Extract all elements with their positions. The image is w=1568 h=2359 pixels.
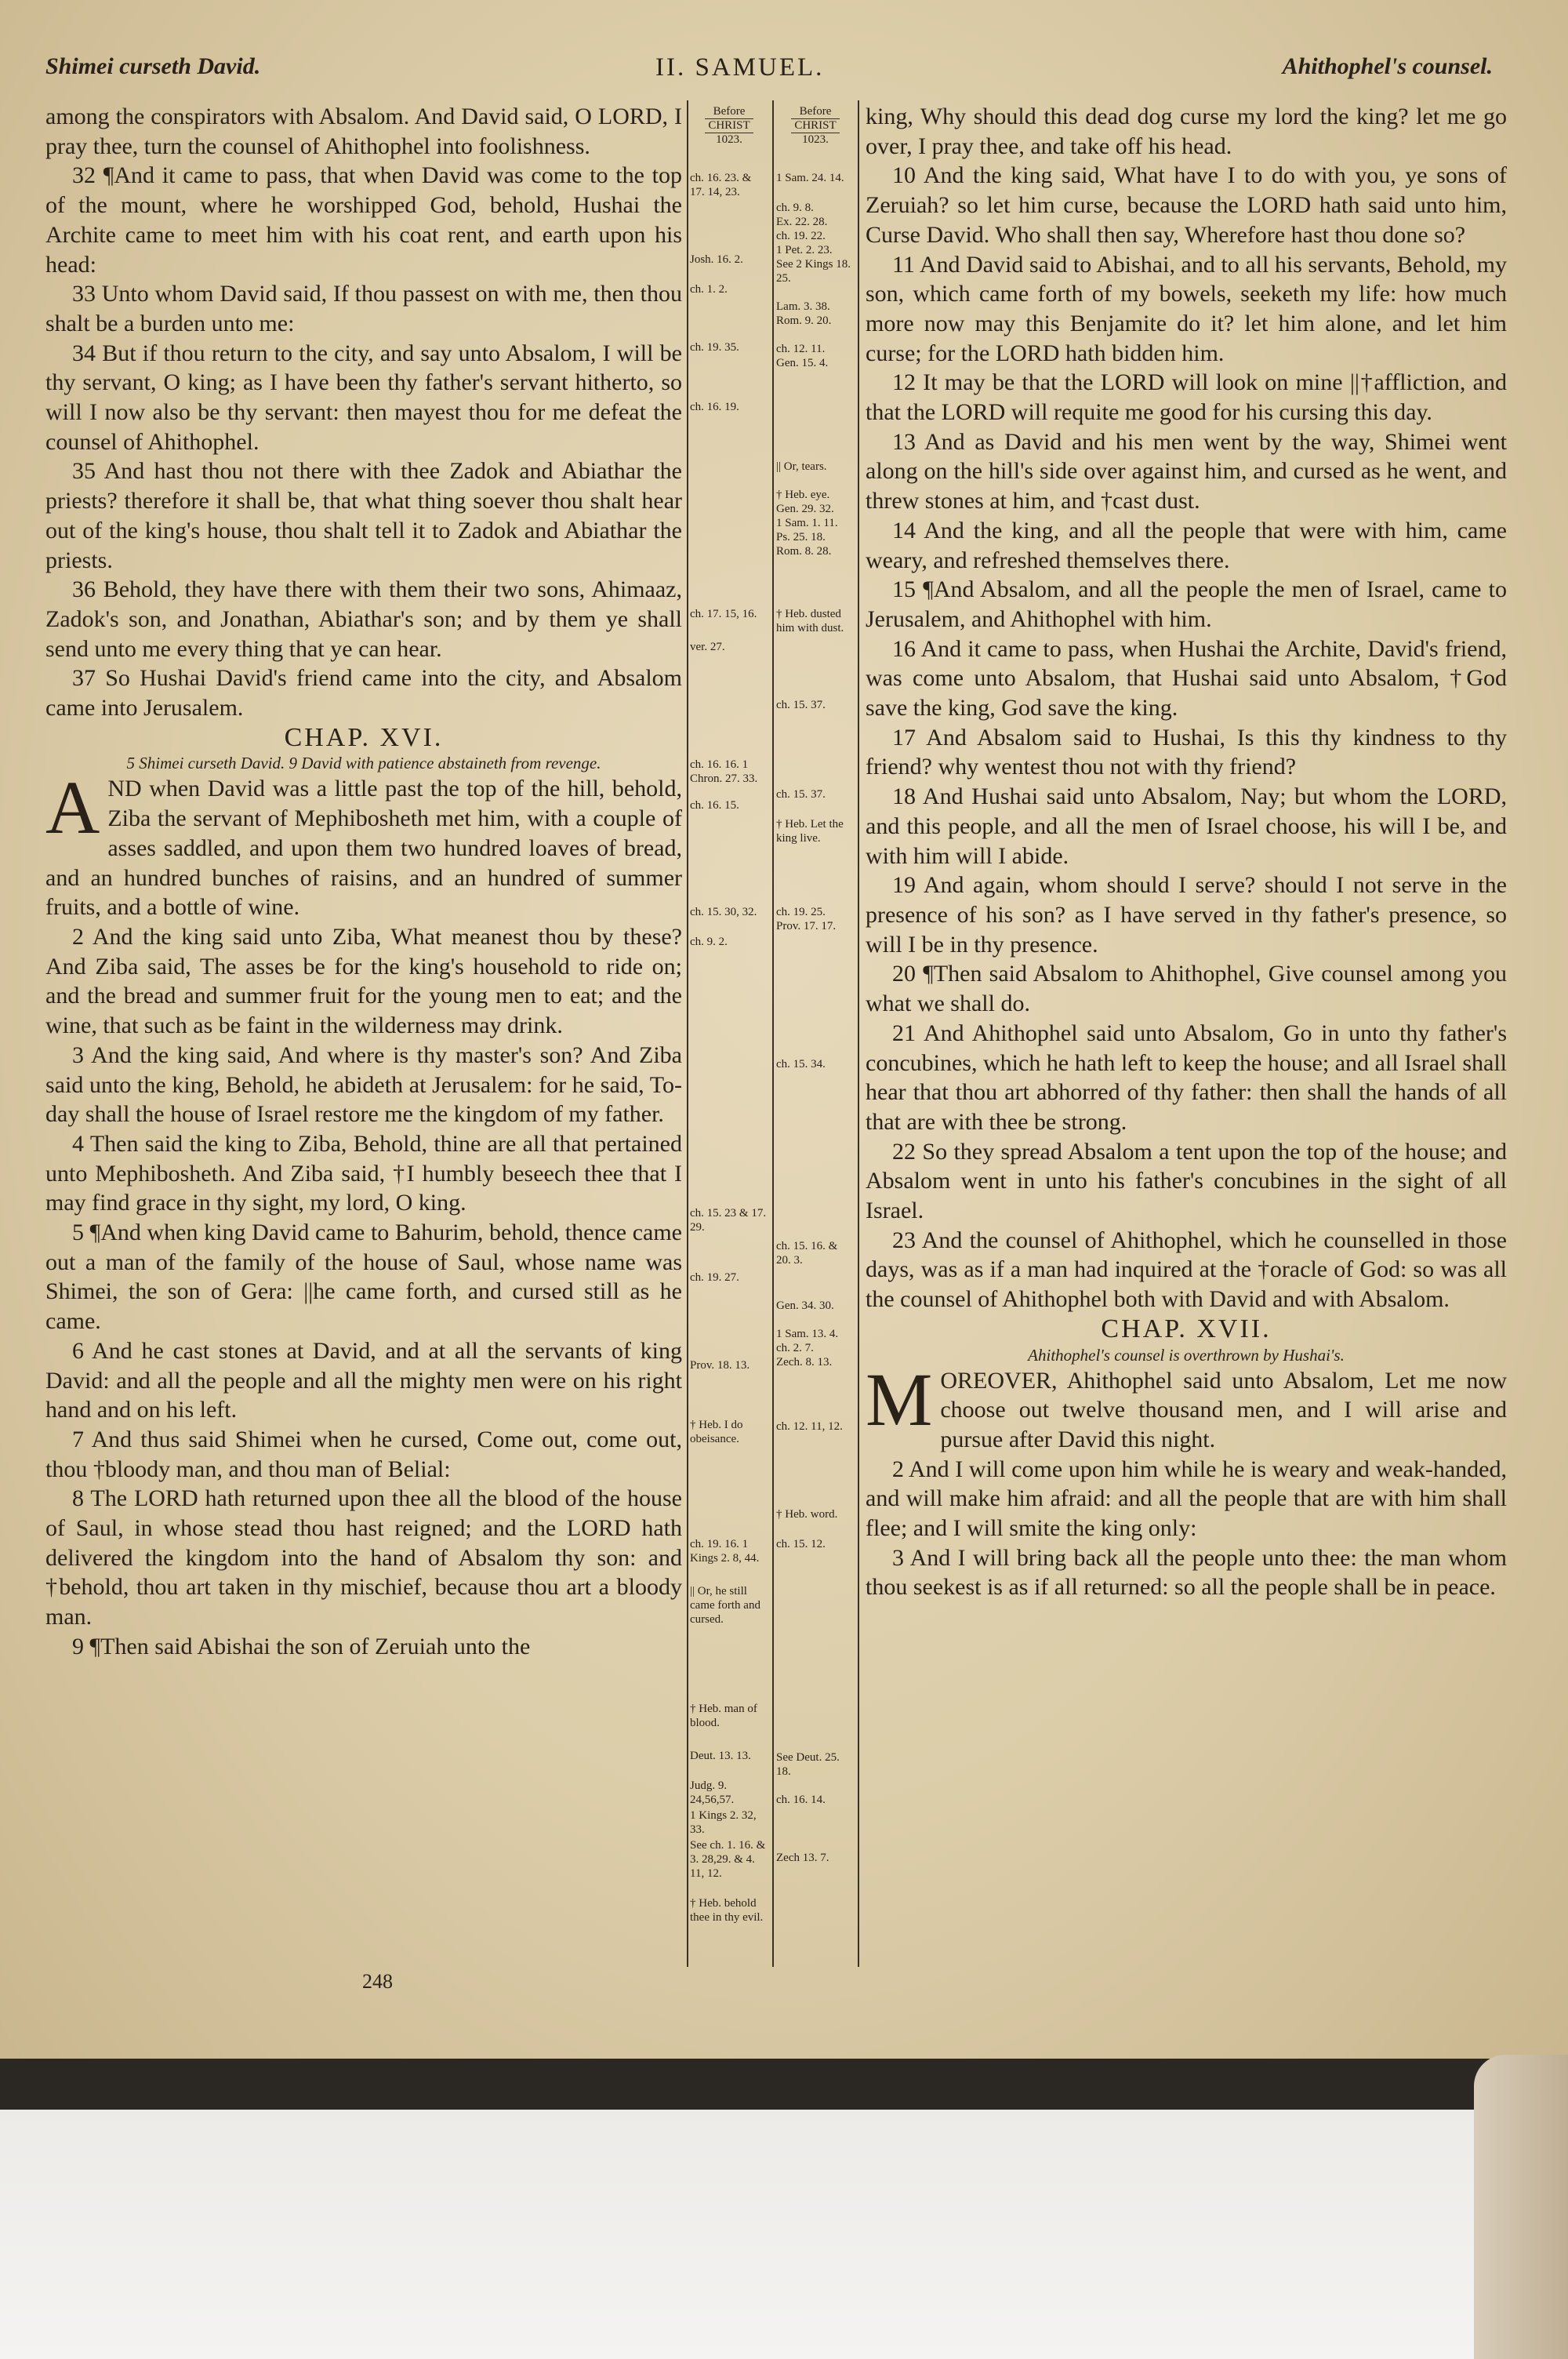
margin-references-left <box>690 105 768 1924</box>
margin-note: 1 Sam. 24. 14. <box>776 172 844 184</box>
verse-paragraph: 23 And the counsel of Ahithophel, which he counselled in those days, was as if a man had inquired at the †oracle of God: so was all the counsel of Ahithophel both with David and with Absalom. <box>866 1227 1507 1313</box>
margin-note: Gen. 15. 4. <box>776 357 829 369</box>
margin-note: || Or, tears. <box>776 460 827 473</box>
verse-paragraph: 8 The LORD hath returned upon thee all the blood of the house of Saul, in whose stead thou hast reigned; and the LORD hath delivered the kingdom into the hand of Absalom thy son: and †behold, thou art taken in thy mischief, because thou art a bloody man. <box>45 1485 682 1630</box>
margin-note: ch. 19. 25. <box>776 906 826 918</box>
verse-paragraph: 18 And Hushai said unto Absalom, Nay; but whom the LORD, and this people, and all the men of Israel choose, his will I be, and with him will I abide. <box>866 783 1507 869</box>
page-number: 248 <box>362 1970 393 1993</box>
margin-note: ch. 19. 35. <box>690 341 739 354</box>
verse-paragraph: 19 And again, whom should I serve? should I not serve in the presence of his son? as I have served in thy father's presence, so will I be in thy presence. <box>866 872 1507 958</box>
verse-paragraph: 36 Behold, they have there with them their two sons, Ahimaaz, Zadok's son, and Jonathan, Abiathar's son; and by them ye shall send unto me every thing that ye can hear. <box>45 576 682 662</box>
margin-before: Before <box>713 105 746 118</box>
margin-note: ch. 12. 11. <box>776 343 826 355</box>
margin-note: Gen. 29. 32. <box>776 503 834 515</box>
verse-paragraph: 35 And hast thou not there with thee Zadok and Abiathar the priests? therefore it shall be, that what thing soever thou shalt hear out of the king's house, thou shalt tell it to Zadok and Abiathar the priests. <box>45 458 682 573</box>
margin-note: Ex. 22. 28. <box>776 216 828 228</box>
cloth-fold <box>1474 2055 1568 2359</box>
margin-note: 1 Kings 2. 32, 33. <box>690 1809 757 1836</box>
margin-note: Lam. 3. 38. <box>776 300 830 313</box>
verse-paragraph: 11 And David said to Abishai, and to all his servants, Behold, my son, which came forth of my bowels, seeketh my life: how much more now may this Benjamite do it? let him alone, and let him curse; for the LORD hath bidden him. <box>866 251 1507 366</box>
margin-note: † Heb. dusted him with dust. <box>776 608 844 634</box>
margin-note: ch. 15. 34. <box>776 1058 826 1070</box>
chapter-title: CHAP. XVII. <box>1101 1314 1272 1343</box>
verse-paragraph: 4 Then said the king to Ziba, Behold, thine are all that pertained unto Mephibosheth. And Ziba said, †I humbly beseech thee that I may find grace in thy sight, my lord, O king. <box>45 1130 682 1216</box>
verse-paragraph: 12 It may be that the LORD will look on mine ||†affliction, and that the LORD will requite me good for his cursing this day. <box>866 369 1507 426</box>
margin-note: Ps. 25. 18. <box>776 531 826 543</box>
verse-paragraph: 17 And Absalom said to Hushai, Is this thy kindness to thy friend? why wentest thou not with thy friend? <box>866 724 1507 780</box>
margin-note: Deut. 13. 13. <box>690 1750 751 1762</box>
running-head-left: Shimei curseth David. <box>45 53 261 79</box>
verse-paragraph: 13 And as David and his men went by the way, Shimei went along on the hill's side over against him, and cursed as he went, and threw stones at him, and †cast dust. <box>866 428 1507 514</box>
verse-paragraph: 7 And thus said Shimei when he cursed, Come out, come out, thou †bloody man, and thou man of Belial: <box>45 1426 682 1482</box>
margin-note: ch. 15. 23 & 17. 29. <box>690 1207 767 1234</box>
verse-paragraph: 9 ¶Then said Abishai the son of Zeruiah unto the <box>72 1633 531 1659</box>
verse-paragraph: 20 ¶Then said Absalom to Ahithophel, Give counsel among you what we shall do. <box>866 961 1507 1017</box>
running-head-right: Ahithophel's counsel. <box>1282 53 1493 79</box>
margin-note: Judg. 9. 24,56,57. <box>690 1779 735 1806</box>
margin-note: ch. 19. 27. <box>690 1271 739 1284</box>
verse-paragraph: 21 And Ahithophel said unto Absalom, Go in unto thy father's concubines, which he hath left to keep the house; and all Israel shall hear that thou art abhorred of thy father: then shall the hands of all that are with thee be strong. <box>866 1020 1507 1135</box>
verse-paragraph: 15 ¶And Absalom, and all the people the men of Israel, came to Jerusalem, and Ahithophel with him. <box>866 576 1507 632</box>
margin-note: 1 Sam. 13. 4. <box>776 1328 839 1340</box>
margin-year-header <box>690 105 768 147</box>
margin-note: † Heb. eye. <box>776 489 830 501</box>
margin-note: See ch. 1. 16. & 3. 28,29. & 4. 11, 12. <box>690 1839 766 1880</box>
margin-note: 1 Sam. 1. 11. <box>776 517 838 529</box>
column-rule-right <box>858 100 859 1967</box>
margin-note: Rom. 9. 20. <box>776 314 832 327</box>
margin-note: ch. 16. 15. <box>690 799 739 812</box>
margin-year-header <box>776 105 855 147</box>
margin-note: 1 Pet. 2. 23. <box>776 244 833 256</box>
running-head-center: II. SAMUEL. <box>655 53 825 82</box>
margin-note: † Heb. I do obeisance. <box>690 1419 743 1445</box>
margin-note: Josh. 16. 2. <box>690 253 743 266</box>
verse-paragraph: 32 ¶And it came to pass, that when David was come to the top of the mount, where he worshipped God, behold, Hushai the Archite came to meet him with his coat rent, and earth upon his head: <box>45 162 682 278</box>
verse-paragraph: 16 And it came to pass, when Hushai the Archite, David's friend, was come unto Absalom, that Hushai said unto Absalom, †God save the king, God save the king. <box>866 635 1507 722</box>
margin-note: Rom. 8. 28. <box>776 545 832 558</box>
margin-note: † Heb. man of blood. <box>690 1703 757 1729</box>
chapter-summary: Ahithophel's counsel is overthrown by Hushai's. <box>1028 1345 1345 1365</box>
verse-paragraph: 3 And the king said, And where is thy master's son? And Ziba said unto the king, Behold, he abideth at Jerusalem: for he said, To-day shall the house of Israel restore me the kingdom of my father. <box>45 1041 682 1128</box>
margin-note: || Or, he still came forth and cursed. <box>690 1585 760 1626</box>
column-rule-left <box>687 100 688 1967</box>
verse-paragraph: among the conspirators with Absalom. And David said, O LORD, I pray thee, turn the counsel of Ahithophel into foolishness. <box>45 104 682 159</box>
chapter-opening <box>866 1357 1507 1455</box>
margin-note: † Heb. word. <box>776 1508 838 1521</box>
column-rule-middle <box>772 100 774 1967</box>
margin-note: † Heb. behold thee in thy evil. <box>690 1897 764 1924</box>
right-text-column <box>866 102 1507 1602</box>
verse-paragraph: 5 ¶And when king David came to Bahurim, behold, thence came out a man of the family of the house of Saul, whose name was Shimei, the son of Gera: ||he came forth, and cursed still as he came. <box>45 1219 682 1335</box>
drop-cap: A <box>45 765 100 850</box>
margin-note: Prov. 18. 13. <box>690 1359 750 1372</box>
margin-note: ch. 12. 11, 12. <box>776 1420 843 1433</box>
margin-note: ch. 19. 16. 1 Kings 2. 8, 44. <box>690 1538 760 1565</box>
margin-note: ch. 9. 2. <box>690 936 728 948</box>
margin-year: 1023. <box>716 133 742 146</box>
margin-note: ch. 15. 37. <box>776 699 826 711</box>
margin-note: Zech 13. 7. <box>776 1852 829 1864</box>
margin-note: ch. 16. 16. 1 Chron. 27. 33. <box>690 758 758 785</box>
margin-note: ch. 16. 23. & 17. 14, 23. <box>690 172 752 198</box>
verse-paragraph: 34 But if thou return to the city, and say unto Absalom, I will be thy servant, O king; as I have been thy father's servant hitherto, so will I now also be thy servant: then mayest thou for me defeat the counsel of Ahithophel. <box>45 340 682 455</box>
margin-note: ch. 15. 16. & 20. 3. <box>776 1240 838 1267</box>
tablecloth-background <box>0 2110 1568 2359</box>
margin-references-right <box>776 105 855 1864</box>
chapter-summary: 5 Shimei curseth David. 9 David with patience abstaineth from revenge. <box>126 754 601 773</box>
verse-paragraph: 14 And the king, and all the people that were with him, came weary, and refreshed themselves there. <box>866 517 1507 573</box>
verse-paragraph: king, Why should this dead dog curse my lord the king? let me go over, I pray thee, and take off his head. <box>866 104 1507 159</box>
left-text-column <box>45 102 682 1662</box>
margin-note: ch. 15. 37. <box>776 788 826 801</box>
margin-note: † Heb. Let the king live. <box>776 818 844 845</box>
verse-paragraph: 6 And he cast stones at David, and at all the servants of king David: and all the people and all the mighty men were on his right hand and on his left. <box>45 1337 682 1423</box>
verse-paragraph: 37 So Hushai David's friend came into the city, and Absalom came into Jerusalem. <box>45 665 682 722</box>
margin-note: ch. 17. 15, 16. <box>690 608 757 620</box>
margin-note: ch. 16. 19. <box>690 401 739 413</box>
verse-paragraph: 22 So they spread Absalom a tent upon the top of the house; and Absalom went in unto his father's concubines in the sight of all Israel. <box>866 1138 1507 1224</box>
book-binding-edge <box>0 2059 1568 2114</box>
margin-note: Zech. 8. 13. <box>776 1356 833 1369</box>
margin-note: ch. 9. 8. <box>776 202 814 214</box>
verse-paragraph: 33 Unto whom David said, If thou passest on with me, then thou shalt be a burden unto me: <box>45 281 682 336</box>
margin-note: ver. 27. <box>690 641 725 653</box>
verse-paragraph: 2 And the king said unto Ziba, What meanest thou by these? And Ziba said, The asses be for the king's household to ride on; and the bread and summer fruit for the young men to eat; and the wine, that such as be faint in the wilderness may drink. <box>45 923 682 1039</box>
margin-note: Gen. 34. 30. <box>776 1299 834 1312</box>
margin-note: ch. 19. 22. <box>776 230 826 242</box>
margin-note: ch. 2. 7. <box>776 1342 814 1354</box>
drop-cap: M <box>866 1357 933 1441</box>
verse-paragraph: 3 And I will bring back all the people unto thee: the man whom thou seekest is as if all returned: so all the people shall be in peace. <box>866 1544 1507 1601</box>
margin-christ: CHRIST <box>705 118 753 133</box>
chapter-opening <box>45 765 682 922</box>
verse-paragraph: ND when David was a little past the top of the hill, behold, Ziba the servant of Mephibosheth met him, with a couple of asses saddled, and upon them two hundred loaves of bread, and an hundred bunches of raisins, and an hundred of summer fruits, and a bottle of wine. <box>45 776 682 921</box>
margin-note: See 2 Kings 18. 25. <box>776 258 851 285</box>
margin-note: ch. 16. 14. <box>776 1794 826 1806</box>
margin-christ: CHRIST <box>791 118 839 133</box>
verse-paragraph: OREOVER, Ahithophel said unto Absalom, Let me now choose out twelve thousand men, and I will arise and pursue after David this night. <box>940 1367 1507 1452</box>
margin-note: ch. 15. 12. <box>776 1538 826 1550</box>
margin-note: See Deut. 25. 18. <box>776 1751 840 1778</box>
margin-note: ch. 15. 30, 32. <box>690 906 757 918</box>
chapter-title: CHAP. XVI. <box>284 722 444 752</box>
verse-paragraph: 2 And I will come upon him while he is weary and weak-handed, and will make him afraid: and all the people that are with him shall flee; and I will smite the king only: <box>866 1456 1507 1542</box>
margin-year: 1023. <box>802 133 829 146</box>
margin-note: Prov. 17. 17. <box>776 920 837 932</box>
margin-before: Before <box>799 105 832 118</box>
verse-paragraph: 10 And the king said, What have I to do with you, ye sons of Zeruiah? so let him curse, because the LORD hath said unto him, Curse David. Who shall then say, Wherefore hast thou done so? <box>866 162 1507 248</box>
margin-note: ch. 1. 2. <box>690 283 728 296</box>
